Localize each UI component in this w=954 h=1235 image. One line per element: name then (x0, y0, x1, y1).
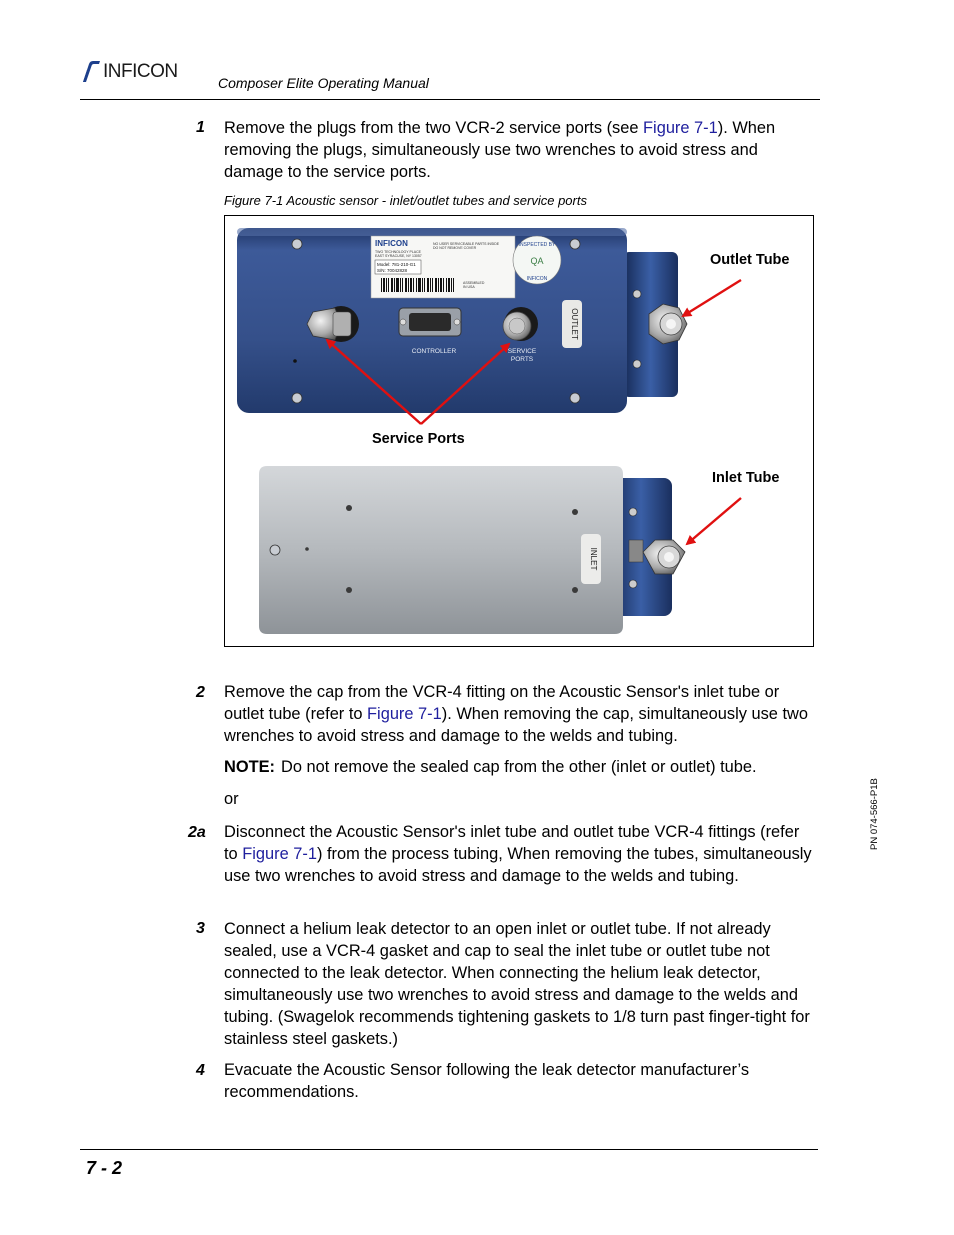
svg-text:TWO TECHNOLOGY PLACE: TWO TECHNOLOGY PLACE (375, 250, 421, 254)
step-text: Disconnect the Acoustic Sensor's inlet tube and outlet tube VCR-4 fittings (refer to Figure 7-1) from the process tubing, When removing the tubes, simultaneously use two wrenches to avoid stress and damage to the welds and tubing. (224, 823, 812, 885)
controller-label: CONTROLLER (411, 348, 457, 355)
figure-link[interactable]: Figure 7-1 (643, 119, 718, 137)
sticker-brand: INFICON (375, 239, 408, 248)
note (224, 758, 757, 777)
step-number: 3 (196, 920, 205, 937)
svg-text:Model: 781-210-G1: Model: 781-210-G1 (377, 262, 416, 267)
inficon-logo (80, 58, 200, 86)
svg-text:QA: QA (530, 256, 544, 266)
part-number: PN 074-566-P1B (869, 778, 880, 850)
note-text: Do not remove the sealed cap from the other (inlet or outlet) tube. (281, 758, 757, 776)
outlet-tag: OUTLET (570, 308, 579, 340)
step-text: Remove the plugs from the two VCR-2 service ports (see Figure 7-1). When removing the plugs, simultaneously use two wrenches to avoid stress and damage to the service ports. (224, 119, 776, 181)
qa-seal (513, 236, 561, 284)
svg-text:PORTS: PORTS (510, 356, 534, 363)
figure-link[interactable]: Figure 7-1 (367, 705, 442, 723)
service-ports-callout: Service Ports (372, 431, 465, 447)
svg-text:S/N: 70042828: S/N: 70042828 (377, 268, 408, 273)
outlet-arrow (683, 280, 741, 316)
brand-name: INFICON (103, 61, 178, 82)
manual-title: Composer Elite Operating Manual (218, 75, 429, 91)
step-number: 2 (196, 684, 205, 701)
svg-text:INSPECTED BY: INSPECTED BY (518, 242, 556, 248)
figure-caption: Figure 7-1 Acoustic sensor - inlet/outlet tubes and service ports (224, 193, 587, 208)
svg-text:DO NOT REMOVE COVER: DO NOT REMOVE COVER (433, 246, 477, 250)
svg-text:NO USER SERVICEABLE PARTS INSI: NO USER SERVICEABLE PARTS INSIDE (433, 242, 500, 246)
figure-link[interactable]: Figure 7-1 (242, 845, 317, 863)
step-number: 4 (196, 1062, 205, 1079)
svg-text:IN USA: IN USA (463, 285, 475, 289)
note-label: NOTE: (224, 758, 275, 776)
inficon-logo-icon (80, 60, 102, 84)
step-text: Remove the cap from the VCR-4 fitting on the Acoustic Sensor's inlet tube or outlet tube (refer to Figure 7-1). When removing the cap, simultaneously use two wrenches to avoid stress and damage to the welds and tubing. (224, 683, 808, 745)
service-port-left (307, 306, 359, 342)
svg-text:SERVICE: SERVICE (507, 348, 537, 355)
outlet-tube-callout: Outlet Tube (710, 252, 790, 268)
step-number: 2a (188, 824, 206, 841)
svg-text:EAST SYRACUSE, NY 13057: EAST SYRACUSE, NY 13057 (375, 254, 422, 258)
svg-text:INFICON: INFICON (526, 276, 548, 282)
header-rule (80, 99, 820, 100)
footer-rule (80, 1149, 818, 1150)
inlet-tube-callout: Inlet Tube (712, 470, 780, 486)
step-number: 1 (196, 119, 205, 136)
inlet-arrow (687, 498, 741, 544)
step-text: Evacuate the Acoustic Sensor following the leak detector manufacturer’s recommendations. (224, 1061, 750, 1101)
or-text: or (224, 790, 239, 808)
figure-box (224, 215, 814, 647)
page-number: 7 - 2 (86, 1158, 123, 1178)
db-connector (399, 308, 461, 336)
svg-text:ASSEMBLED: ASSEMBLED (463, 281, 485, 285)
step-text: Connect a helium leak detector to an open inlet or outlet tube. If not already sealed, use a VCR-4 gasket and cap to seal the inlet tube or outlet tube not connected to the leak detector. When connecting the helium leak detector, simultaneously use two wrenches to avoid stress and damage to the welds and tubing. (Swagelok recommends tightening gaskets to 1/8 turn past finger-tight for stainless steel gaskets.) (224, 920, 810, 1048)
sensor-photo (225, 216, 814, 647)
bottom-view (259, 466, 685, 634)
inlet-tag: INLET (589, 547, 598, 571)
